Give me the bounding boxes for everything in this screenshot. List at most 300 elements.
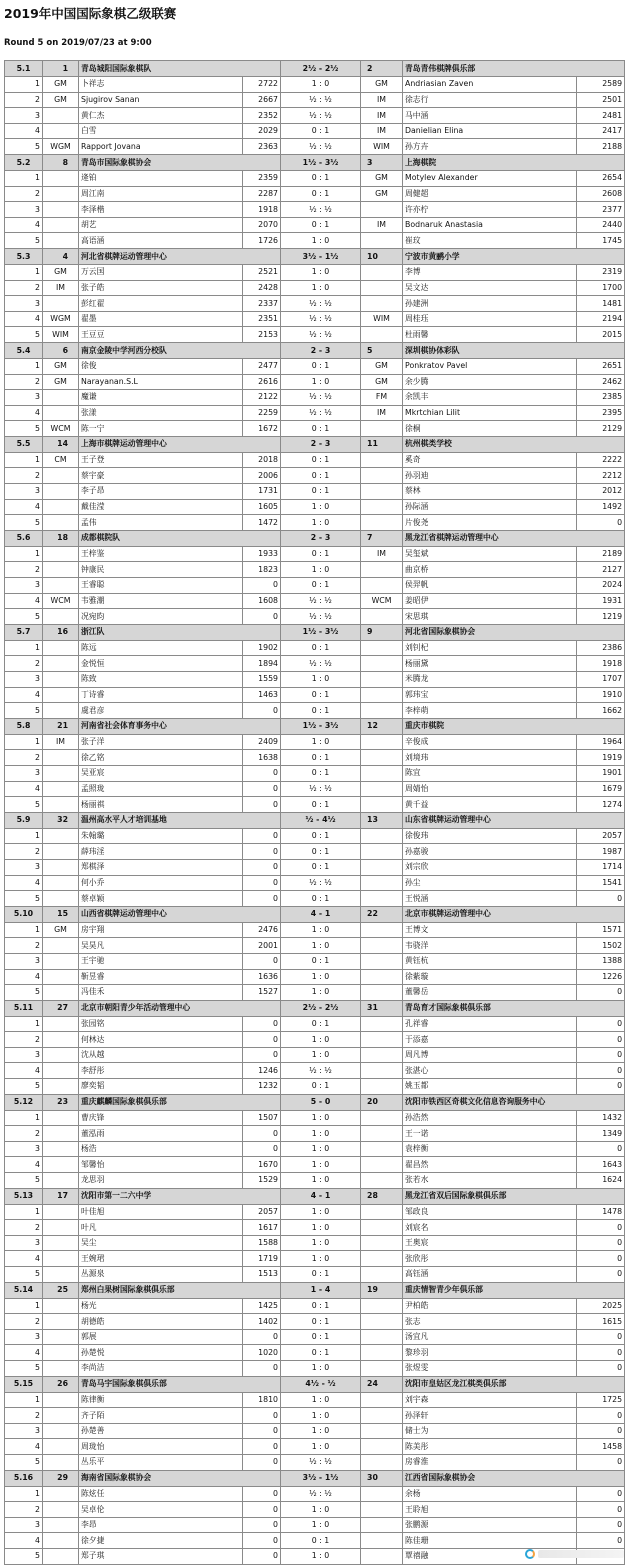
- game-result: ½ : ½: [281, 781, 361, 797]
- white-rating: 2070: [243, 217, 281, 233]
- black-rating: 2129: [577, 421, 625, 437]
- board-row: [5, 1173, 625, 1189]
- black-title: [361, 1298, 403, 1314]
- black-title: [361, 656, 403, 672]
- game-result: ½ : ½: [281, 327, 361, 343]
- white-player-name: 魔谦: [79, 390, 243, 406]
- white-rating: 2409: [243, 734, 281, 750]
- board-row: [5, 202, 625, 218]
- game-result: 0 : 1: [281, 797, 361, 813]
- white-rating: 0: [243, 875, 281, 891]
- black-player-name: 王悦涵: [403, 891, 577, 907]
- white-rating: 0: [243, 1502, 281, 1518]
- black-player-name: 张志: [403, 1314, 577, 1330]
- game-result: ½ : ½: [281, 92, 361, 108]
- board-row: [5, 938, 625, 954]
- board-row: [5, 170, 625, 186]
- white-player-name: 张园铭: [79, 1016, 243, 1032]
- board-row: [5, 77, 625, 93]
- away-team-name: 青岛育才国际象棋俱乐部: [403, 1000, 625, 1016]
- away-team-name: 青岛青伟棋牌俱乐部: [403, 61, 625, 77]
- match-number: 5.8: [5, 718, 43, 734]
- white-rating: 2476: [243, 922, 281, 938]
- black-title: [361, 734, 403, 750]
- black-rating: 2319: [577, 264, 625, 280]
- white-player-name: 王睿聪: [79, 578, 243, 594]
- white-title: WIM: [43, 327, 79, 343]
- match-score: 1½ - 3½: [281, 718, 361, 734]
- black-rating: 1987: [577, 844, 625, 860]
- white-player-name: 冯佳禾: [79, 985, 243, 1001]
- white-player-name: 杨丽祺: [79, 797, 243, 813]
- black-rating: 1643: [577, 1157, 625, 1173]
- match-score: 2 - 3: [281, 530, 361, 546]
- black-rating: 2589: [577, 77, 625, 93]
- away-team-number: 13: [361, 812, 403, 828]
- white-player-name: 朱翰璐: [79, 828, 243, 844]
- black-title: [361, 953, 403, 969]
- black-rating: 0: [577, 1345, 625, 1361]
- game-result: 0 : 1: [281, 844, 361, 860]
- home-team-name: 重庆麒麟国际象棋俱乐部: [79, 1094, 281, 1110]
- board-row: [5, 1423, 625, 1439]
- black-title: [361, 421, 403, 437]
- board-number: 5: [5, 609, 43, 625]
- black-title: [361, 1016, 403, 1032]
- board-number: 1: [5, 358, 43, 374]
- black-player-name: Motylev Alexander: [403, 170, 577, 186]
- white-title: [43, 1502, 79, 1518]
- match-number: 5.11: [5, 1000, 43, 1016]
- white-player-name: 丛源泉: [79, 1267, 243, 1283]
- white-rating: 1672: [243, 421, 281, 437]
- white-rating: 0: [243, 1423, 281, 1439]
- white-player-name: 沈从越: [79, 1047, 243, 1063]
- away-team-name: 沈阳市铁西区奇棋文化信息咨询服务中心: [403, 1094, 625, 1110]
- match-header-row: [5, 248, 625, 264]
- black-title: [361, 1408, 403, 1424]
- game-result: ½ : ½: [281, 296, 361, 312]
- white-title: [43, 750, 79, 766]
- home-team-name: 南京金陵中学河西分校队: [79, 342, 281, 358]
- home-team-name: 河南省社会体育事务中心: [79, 718, 281, 734]
- game-result: ½ : ½: [281, 609, 361, 625]
- board-number: 5: [5, 327, 43, 343]
- black-player-name: 周凡博: [403, 1047, 577, 1063]
- black-title: [361, 233, 403, 249]
- black-title: [361, 609, 403, 625]
- black-title: GM: [361, 358, 403, 374]
- board-number: 1: [5, 77, 43, 93]
- game-result: 0 : 1: [281, 1298, 361, 1314]
- white-rating: 1894: [243, 656, 281, 672]
- match-score: 1½ - 3½: [281, 154, 361, 170]
- black-rating: 2651: [577, 358, 625, 374]
- white-player-name: 钟康民: [79, 562, 243, 578]
- black-rating: 0: [577, 1533, 625, 1549]
- board-number: 2: [5, 92, 43, 108]
- match-number: 5.15: [5, 1376, 43, 1392]
- black-title: [361, 468, 403, 484]
- white-player-name: 蔡宇豪: [79, 468, 243, 484]
- white-player-name: 何小乔: [79, 875, 243, 891]
- white-title: [43, 515, 79, 531]
- black-player-name: 徐桐: [403, 421, 577, 437]
- black-title: [361, 1079, 403, 1095]
- board-row: [5, 139, 625, 155]
- white-rating: 1472: [243, 515, 281, 531]
- board-number: 4: [5, 1063, 43, 1079]
- board-number: 1: [5, 640, 43, 656]
- game-result: 0 : 1: [281, 1314, 361, 1330]
- board-row: [5, 108, 625, 124]
- black-title: [361, 1063, 403, 1079]
- white-player-name: 王子登: [79, 452, 243, 468]
- white-rating: 2351: [243, 311, 281, 327]
- game-result: 1 : 0: [281, 1047, 361, 1063]
- white-player-name: 万云国: [79, 264, 243, 280]
- black-player-name: 袁梓衡: [403, 1141, 577, 1157]
- white-rating: 2018: [243, 452, 281, 468]
- black-player-name: 王聆旭: [403, 1502, 577, 1518]
- game-result: 1 : 0: [281, 1360, 361, 1376]
- board-row: [5, 922, 625, 938]
- white-player-name: 房宇翔: [79, 922, 243, 938]
- home-team-number: 21: [43, 718, 79, 734]
- white-player-name: 胡德皓: [79, 1314, 243, 1330]
- board-row: [5, 499, 625, 515]
- game-result: 1 : 0: [281, 77, 361, 93]
- board-row: [5, 1220, 625, 1236]
- board-number: 2: [5, 186, 43, 202]
- white-player-name: 周江南: [79, 186, 243, 202]
- match-header-row: [5, 1000, 625, 1016]
- board-number: 2: [5, 280, 43, 296]
- home-team-name: 成都棋院队: [79, 530, 281, 546]
- board-number: 1: [5, 264, 43, 280]
- board-number: 1: [5, 734, 43, 750]
- white-player-name: 金悦恒: [79, 656, 243, 672]
- black-player-name: 翟昌然: [403, 1157, 577, 1173]
- white-title: [43, 546, 79, 562]
- home-team-name: 青岛马宇国际象棋俱乐部: [79, 1376, 281, 1392]
- black-player-name: 侯羿帆: [403, 578, 577, 594]
- white-title: [43, 1298, 79, 1314]
- white-rating: 1636: [243, 969, 281, 985]
- game-result: 1 : 0: [281, 1517, 361, 1533]
- game-result: 0 : 1: [281, 217, 361, 233]
- black-rating: 2385: [577, 390, 625, 406]
- white-rating: 0: [243, 1454, 281, 1470]
- game-result: 1 : 0: [281, 1502, 361, 1518]
- white-title: [43, 781, 79, 797]
- black-player-name: 张鹏源: [403, 1517, 577, 1533]
- home-team-name: 温州高水平人才培训基地: [79, 812, 281, 828]
- board-row: [5, 1502, 625, 1518]
- away-team-number: 22: [361, 906, 403, 922]
- game-result: 1 : 0: [281, 734, 361, 750]
- black-title: [361, 1157, 403, 1173]
- home-team-number: 4: [43, 248, 79, 264]
- white-player-name: 张子皓: [79, 280, 243, 296]
- match-number: 5.1: [5, 61, 43, 77]
- game-result: 0 : 1: [281, 1079, 361, 1095]
- board-number: 5: [5, 515, 43, 531]
- white-player-name: 陈律衡: [79, 1392, 243, 1408]
- board-number: 2: [5, 1502, 43, 1518]
- white-player-name: 李舒彤: [79, 1063, 243, 1079]
- game-result: 0 : 1: [281, 703, 361, 719]
- board-number: 3: [5, 672, 43, 688]
- white-title: WGM: [43, 139, 79, 155]
- white-player-name: 张子洋: [79, 734, 243, 750]
- board-row: [5, 578, 625, 594]
- board-number: 3: [5, 1423, 43, 1439]
- white-player-name: 胡艺: [79, 217, 243, 233]
- board-number: 4: [5, 311, 43, 327]
- white-title: CM: [43, 452, 79, 468]
- black-title: [361, 452, 403, 468]
- white-title: [43, 1329, 79, 1345]
- white-title: IM: [43, 280, 79, 296]
- board-row: [5, 1110, 625, 1126]
- white-rating: 1513: [243, 1267, 281, 1283]
- white-title: [43, 1454, 79, 1470]
- black-player-name: 辛俊成: [403, 734, 577, 750]
- white-player-name: 丁诗睿: [79, 687, 243, 703]
- black-rating: 2127: [577, 562, 625, 578]
- board-row: [5, 233, 625, 249]
- black-title: IM: [361, 92, 403, 108]
- board-number: 1: [5, 1016, 43, 1032]
- white-player-name: 戴佳滢: [79, 499, 243, 515]
- away-team-name: 深圳棋协体彩队: [403, 342, 625, 358]
- board-row: [5, 405, 625, 421]
- black-rating: 2608: [577, 186, 625, 202]
- white-title: [43, 1267, 79, 1283]
- white-rating: 1726: [243, 233, 281, 249]
- black-title: [361, 765, 403, 781]
- board-row: [5, 390, 625, 406]
- board-number: 3: [5, 578, 43, 594]
- board-number: 4: [5, 217, 43, 233]
- black-player-name: 孙嘉骏: [403, 844, 577, 860]
- game-result: ½ : ½: [281, 139, 361, 155]
- board-number: 1: [5, 1298, 43, 1314]
- black-player-name: 王博文: [403, 922, 577, 938]
- game-result: 0 : 1: [281, 953, 361, 969]
- black-player-name: 覃禧融: [403, 1548, 577, 1564]
- home-team-number: 17: [43, 1188, 79, 1204]
- match-header-row: [5, 1282, 625, 1298]
- match-score: 1 - 4: [281, 1282, 361, 1298]
- black-player-name: 张湛心: [403, 1063, 577, 1079]
- board-row: [5, 123, 625, 139]
- board-number: 1: [5, 1486, 43, 1502]
- white-rating: 2521: [243, 264, 281, 280]
- black-title: [361, 797, 403, 813]
- white-rating: 0: [243, 1032, 281, 1048]
- white-player-name: 杨浩: [79, 1141, 243, 1157]
- black-player-name: 孙方卉: [403, 139, 577, 155]
- game-result: 0 : 1: [281, 123, 361, 139]
- white-rating: 0: [243, 609, 281, 625]
- board-row: [5, 1204, 625, 1220]
- game-result: 0 : 1: [281, 170, 361, 186]
- black-title: [361, 1314, 403, 1330]
- white-rating: 1608: [243, 593, 281, 609]
- away-team-name: 山东省棋牌运动管理中心: [403, 812, 625, 828]
- black-player-name: 杨丽黛: [403, 656, 577, 672]
- black-title: [361, 922, 403, 938]
- white-rating: 1232: [243, 1079, 281, 1095]
- white-title: [43, 405, 79, 421]
- black-rating: 1492: [577, 499, 625, 515]
- board-number: 4: [5, 687, 43, 703]
- match-number: 5.12: [5, 1094, 43, 1110]
- black-title: [361, 1533, 403, 1549]
- board-number: 2: [5, 844, 43, 860]
- white-rating: 2428: [243, 280, 281, 296]
- board-row: [5, 1439, 625, 1455]
- black-rating: 1458: [577, 1439, 625, 1455]
- game-result: 1 : 0: [281, 1548, 361, 1564]
- black-title: GM: [361, 170, 403, 186]
- board-number: 5: [5, 1267, 43, 1283]
- game-result: 1 : 0: [281, 233, 361, 249]
- away-team-name: 江西省国际象棋协会: [403, 1470, 625, 1486]
- white-rating: 2122: [243, 390, 281, 406]
- black-player-name: Andriasian Zaven: [403, 77, 577, 93]
- black-player-name: 周健超: [403, 186, 577, 202]
- match-header-row: [5, 61, 625, 77]
- white-player-name: 陈炫任: [79, 1486, 243, 1502]
- white-title: [43, 656, 79, 672]
- white-player-name: 陈致: [79, 672, 243, 688]
- game-result: ½ : ½: [281, 405, 361, 421]
- white-rating: 0: [243, 781, 281, 797]
- board-number: 4: [5, 499, 43, 515]
- white-rating: 0: [243, 578, 281, 594]
- match-score: 1½ - 3½: [281, 624, 361, 640]
- black-player-name: 蔡林: [403, 484, 577, 500]
- home-team-name: 上海市棋牌运动管理中心: [79, 436, 281, 452]
- white-player-name: 虞君彦: [79, 703, 243, 719]
- game-result: 1 : 0: [281, 1141, 361, 1157]
- game-result: 1 : 0: [281, 1173, 361, 1189]
- black-title: [361, 1251, 403, 1267]
- black-title: [361, 1517, 403, 1533]
- board-number: 4: [5, 593, 43, 609]
- away-team-number: 5: [361, 342, 403, 358]
- white-player-name: 邹馨怡: [79, 1157, 243, 1173]
- board-row: [5, 1298, 625, 1314]
- game-result: 1 : 0: [281, 264, 361, 280]
- board-number: 2: [5, 562, 43, 578]
- black-rating: 1964: [577, 734, 625, 750]
- white-rating: 1933: [243, 546, 281, 562]
- black-title: [361, 828, 403, 844]
- black-rating: 0: [577, 1251, 625, 1267]
- black-title: [361, 640, 403, 656]
- white-title: GM: [43, 77, 79, 93]
- match-header-row: [5, 154, 625, 170]
- game-result: 0 : 1: [281, 1267, 361, 1283]
- black-player-name: 片俊尧: [403, 515, 577, 531]
- white-rating: 0: [243, 765, 281, 781]
- white-title: [43, 170, 79, 186]
- game-result: 0 : 1: [281, 484, 361, 500]
- board-number: 4: [5, 969, 43, 985]
- game-result: 1 : 0: [281, 562, 361, 578]
- board-number: 3: [5, 765, 43, 781]
- board-row: [5, 1016, 625, 1032]
- black-rating: 0: [577, 1502, 625, 1518]
- black-title: [361, 781, 403, 797]
- white-player-name: 蔡卓颖: [79, 891, 243, 907]
- white-title: GM: [43, 92, 79, 108]
- black-player-name: 张若水: [403, 1173, 577, 1189]
- black-title: IM: [361, 123, 403, 139]
- white-title: [43, 1110, 79, 1126]
- black-rating: 0: [577, 1408, 625, 1424]
- away-team-number: 20: [361, 1094, 403, 1110]
- white-player-name: 陈远: [79, 640, 243, 656]
- home-team-number: 16: [43, 624, 79, 640]
- black-player-name: 孙尘: [403, 875, 577, 891]
- white-rating: 1246: [243, 1063, 281, 1079]
- board-number: 1: [5, 1110, 43, 1126]
- white-title: [43, 1345, 79, 1361]
- board-row: [5, 1329, 625, 1345]
- white-rating: 2001: [243, 938, 281, 954]
- board-number: 2: [5, 1126, 43, 1142]
- white-rating: 2337: [243, 296, 281, 312]
- game-result: ½ : ½: [281, 311, 361, 327]
- white-title: [43, 1157, 79, 1173]
- black-title: IM: [361, 405, 403, 421]
- board-row: [5, 264, 625, 280]
- game-result: 1 : 0: [281, 1157, 361, 1173]
- board-number: 5: [5, 139, 43, 155]
- game-result: 0 : 1: [281, 578, 361, 594]
- board-row: [5, 891, 625, 907]
- black-player-name: 李博: [403, 264, 577, 280]
- black-rating: 1274: [577, 797, 625, 813]
- board-row: [5, 609, 625, 625]
- board-row: [5, 969, 625, 985]
- white-player-name: 徐乙铭: [79, 750, 243, 766]
- board-row: [5, 593, 625, 609]
- black-title: [361, 1220, 403, 1236]
- white-player-name: Rapport Jovana: [79, 139, 243, 155]
- black-player-name: 房睿淮: [403, 1454, 577, 1470]
- white-title: [43, 1439, 79, 1455]
- board-number: 4: [5, 405, 43, 421]
- white-player-name: 黄仁杰: [79, 108, 243, 124]
- white-rating: 1902: [243, 640, 281, 656]
- white-rating: 1425: [243, 1298, 281, 1314]
- white-rating: 1810: [243, 1392, 281, 1408]
- board-row: [5, 656, 625, 672]
- white-rating: 1020: [243, 1345, 281, 1361]
- black-player-name: 周婧怡: [403, 781, 577, 797]
- home-team-number: 27: [43, 1000, 79, 1016]
- white-player-name: 龙思羽: [79, 1173, 243, 1189]
- black-player-name: Mkrtchian Lilit: [403, 405, 577, 421]
- black-rating: 0: [577, 515, 625, 531]
- game-result: 1 : 0: [281, 922, 361, 938]
